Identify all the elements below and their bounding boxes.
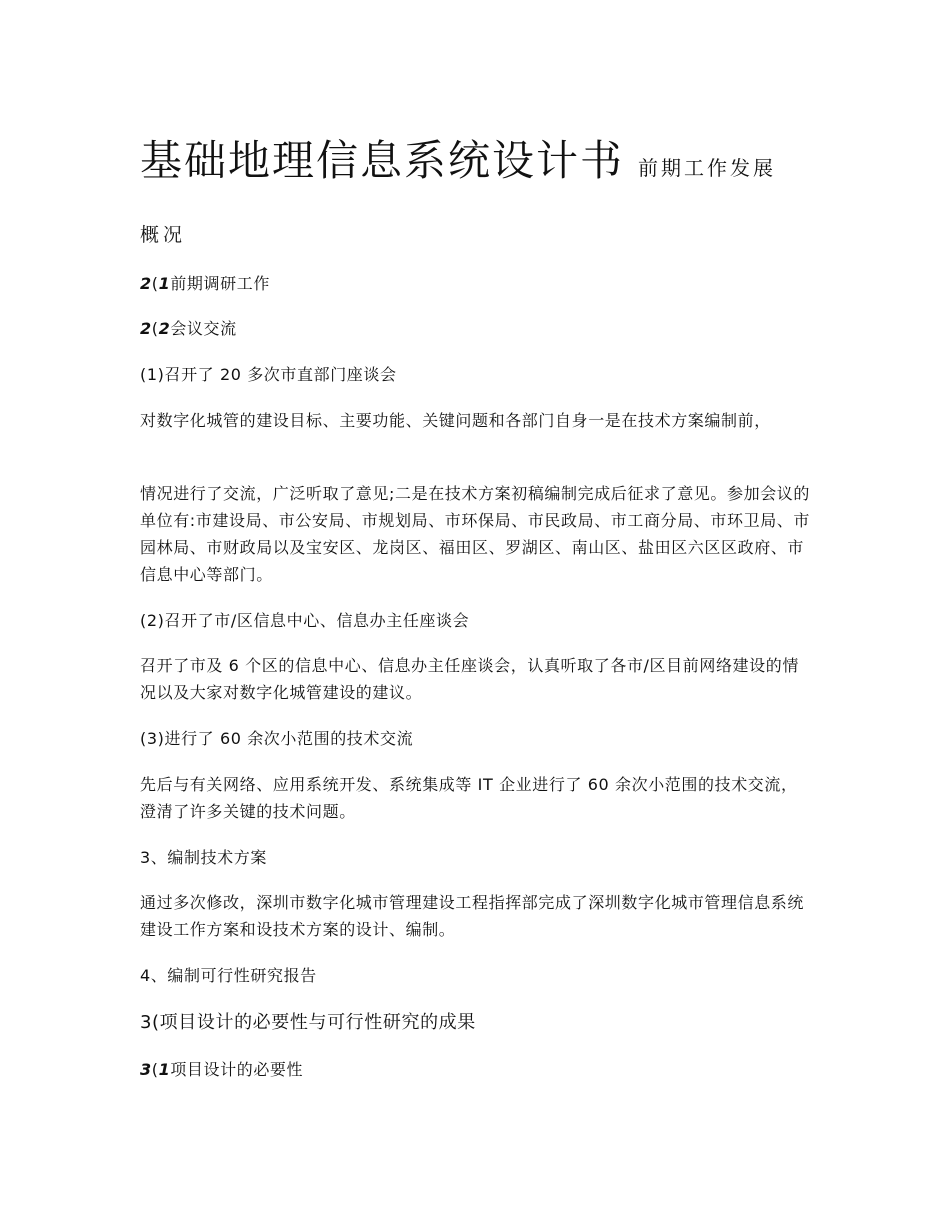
title-row [140,128,776,188]
item-2-1-num: 2 [140,274,152,293]
document-subtitle: 前期工作发展 [638,156,777,180]
p1-line2: 情况进行了交流，广泛听取了意见;二是在技术方案初稿编制完成后征求了意见。参加会议的单位有:市建设局、市公安局、市规划局、市环保局、市民政局、市工商分局、市环卫局、市园林局、市财政局以及宝安区、龙岗区、福田区、罗湖区、南山区、盐田区六区区政府、市信息中心等部门。 [140,484,810,584]
item-3-1-num: 3 [140,1060,152,1079]
item-2-1-text: 前期调研工作 [170,274,270,293]
section-overview-heading: 概况 [140,224,187,246]
item-2-1-paren: ( [151,274,159,293]
p3-heading: (3)进行了 60 余次小范围的技术交流 [140,729,414,748]
item-3-1-text: 项目设计的必要性 [170,1060,304,1079]
item-3-1-paren: ( [151,1060,159,1079]
item-2-2-num2: 2 [158,319,171,338]
p1-heading: (1)召开了 20 多次市直部门座谈会 [140,365,397,384]
document-title: 基础地理信息系统设计书 [140,136,625,185]
item-3-1 [140,1056,810,1083]
item-2-1 [140,270,810,297]
s3-body: 通过多次修改，深圳市数字化城市管理建设工程指挥部完成了深圳数字化城市管理信息系统建设工作方案和设技术方案的设计、编制。 [140,893,805,939]
section3-heading: 3(项目设计的必要性与可行性研究的成果 [140,1012,476,1033]
p2-body: 召开了市及 6 个区的信息中心、信息办主任座谈会，认真听取了各市/区目前网络建设的情况以及大家对数字化城管建设的建议。 [140,656,799,702]
item-2-2-text: 会议交流 [170,319,237,338]
p1-line1: 对数字化城管的建设目标、主要功能、关键问题和各部门自身一是在技术方案编制前， [140,411,771,430]
item-2-2-paren: ( [151,319,159,338]
item-2-1-num2: 1 [158,274,171,293]
item-3-1-num2: 1 [158,1060,171,1079]
item-2-2-num: 2 [140,319,152,338]
s3-heading: 3、编制技术方案 [140,848,267,867]
p3-body: 先后与有关网络、应用系统开发、系统集成等 IT 企业进行了 60 余次小范围的技术交流，澄清了许多关键的技术问题。 [140,775,798,821]
s4-heading: 4、编制可行性研究报告 [140,966,317,985]
item-2-2 [140,315,810,342]
p2-heading: (2)召开了市/区信息中心、信息办主任座谈会 [140,611,470,630]
